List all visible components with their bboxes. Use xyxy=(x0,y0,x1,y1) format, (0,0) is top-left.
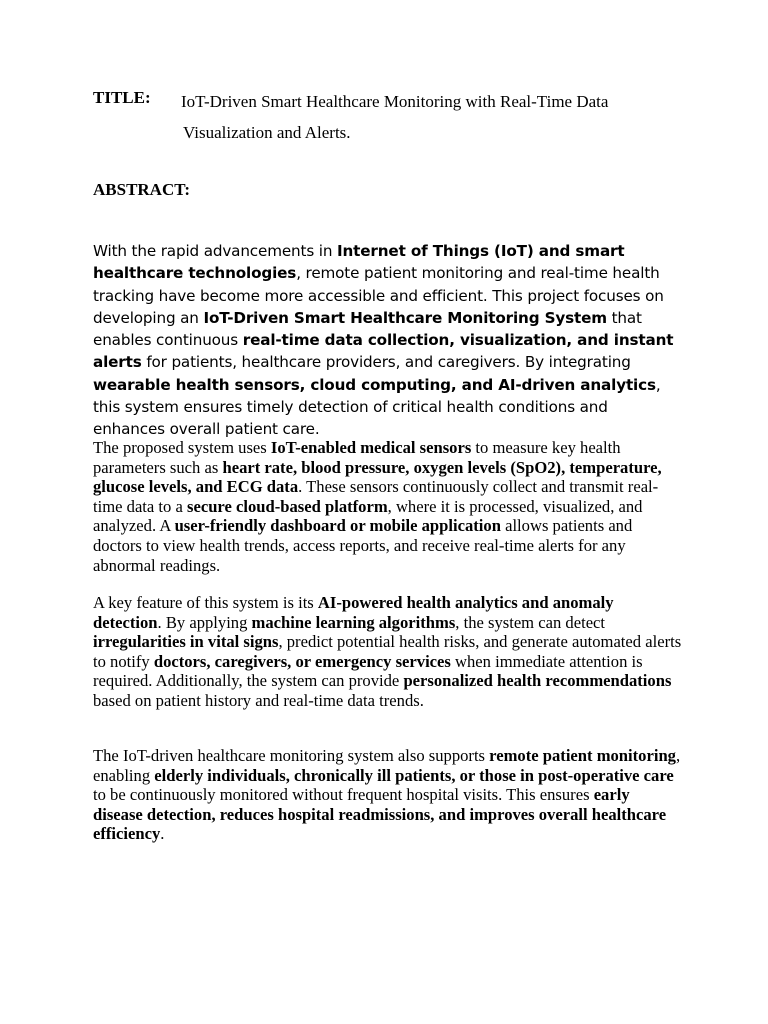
text-run: allows patients and doctors to view health trends, access reports, and receive real-time alerts for any abnormal readings. xyxy=(93,516,633,575)
bold-run: IoT-Driven Smart Healthcare Monitoring System xyxy=(203,308,607,327)
text-run: , predict potential health risks, and generate automated alerts to notify xyxy=(93,632,682,671)
text-run: , the system can detect xyxy=(455,612,606,632)
text-run: . By applying xyxy=(157,612,252,632)
text-run: , remote patient monitoring and real-time health tracking have become more accessible and efficient. This project focuses on developing an xyxy=(93,264,664,327)
text-run: when immediate attention is required. Additionally, the system can provide xyxy=(93,651,643,691)
text-run: . These sensors continuously collect and transmit real-time data to a xyxy=(93,477,659,516)
text-run: to be continuously monitored without frequent hospital visits. This ensures xyxy=(93,785,594,805)
bold-run: user-friendly dashboard or mobile application xyxy=(174,516,501,536)
bold-run: IoT-enabled medical sensors xyxy=(270,438,472,457)
bold-run: doctors, caregivers, or emergency services xyxy=(153,651,451,671)
text-run: The proposed system uses xyxy=(93,438,271,457)
bold-run: remote patient monitoring xyxy=(489,746,676,765)
text-run: to measure key health parameters such as xyxy=(93,438,621,477)
bold-run: irregularities in vital signs xyxy=(93,632,279,652)
abstract-paragraph-2 xyxy=(93,438,683,575)
text-run: based on patient history and real-time data trends. xyxy=(93,690,424,710)
bold-run: personalized health recommendations xyxy=(403,671,672,691)
bold-run: elderly individuals, chronically ill patients, or those in post-operative care xyxy=(154,765,674,785)
document-title xyxy=(181,86,661,148)
text-run: for patients, healthcare providers, and caregivers. By integrating xyxy=(141,353,631,372)
bold-run: wearable health sensors, cloud computing, and AI-driven analytics xyxy=(93,375,656,394)
title-line-2: Visualization and Alerts. xyxy=(183,123,351,142)
abstract-paragraph-4 xyxy=(93,746,683,844)
bold-run: AI-powered health analytics and anomaly detection xyxy=(93,593,614,632)
bold-run: Internet of Things (IoT) and smart healthcare technologies xyxy=(93,242,625,283)
abstract-paragraph-3 xyxy=(93,593,683,711)
title-line-1: IoT-Driven Smart Healthcare Monitoring with Real-Time Data xyxy=(181,92,609,111)
bold-run: early disease detection, reduces hospital readmissions, and improves overall healthcare efficiency xyxy=(93,785,667,844)
text-run: , where it is processed, visualized, and analyzed. A xyxy=(93,496,643,536)
text-run: With the rapid advancements in xyxy=(93,242,337,260)
text-run: The IoT-driven healthcare monitoring system also supports xyxy=(93,746,490,765)
abstract-heading: ABSTRACT: xyxy=(93,180,190,199)
text-run: A key feature of this system is its xyxy=(93,593,318,612)
bold-run: heart rate, blood pressure, oxygen levels (SpO2), temperature, glucose levels, and ECG data xyxy=(93,457,662,497)
text-run: that enables continuous xyxy=(93,308,642,350)
text-run: , enabling xyxy=(93,746,681,785)
bold-run: real-time data collection, visualization, and instant alerts xyxy=(93,331,674,372)
bold-run: machine learning algorithms xyxy=(251,612,456,632)
text-run: , this system ensures timely detection of critical health conditions and enhances overall patient care. xyxy=(93,375,661,439)
text-run: . xyxy=(160,824,165,844)
title-label: TITLE: xyxy=(93,88,151,107)
bold-run: secure cloud-based platform xyxy=(187,496,388,516)
abstract-paragraph-1 xyxy=(93,240,683,441)
